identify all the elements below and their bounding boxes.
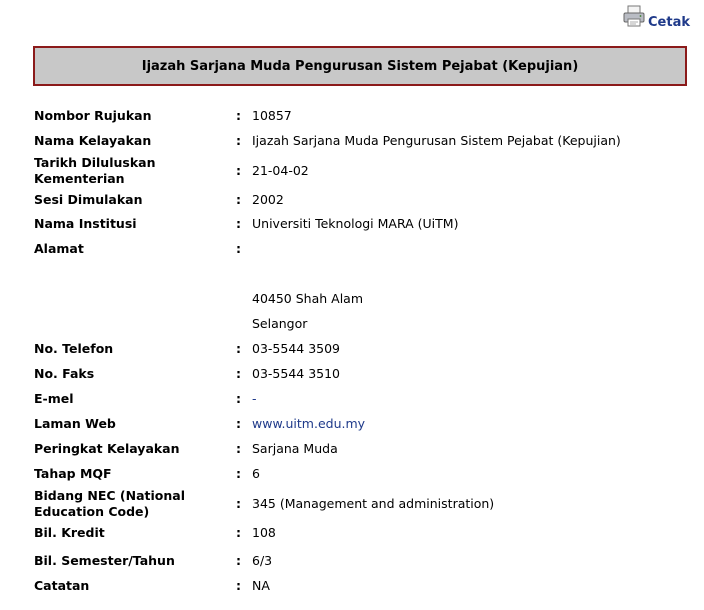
field-label: Peringkat Kelayakan: [34, 441, 180, 456]
field-value: 10857: [252, 108, 292, 123]
field-colon: :: [236, 163, 241, 178]
print-label[interactable]: Cetak: [648, 15, 690, 30]
field-colon: :: [236, 216, 241, 231]
field-colon: :: [236, 341, 241, 356]
field-label: Nama Kelayakan: [34, 133, 152, 148]
field-label: Nama Institusi: [34, 216, 137, 231]
field-value: 2002: [252, 192, 284, 207]
field-label: Catatan: [34, 578, 90, 593]
field-colon: :: [236, 578, 241, 593]
field-value: 03-5544 3510: [252, 366, 341, 381]
field-label: Alamat: [34, 241, 84, 256]
field-label-line1: Tarikh Diluluskan: [34, 155, 156, 170]
field-value: Sarjana Muda: [252, 441, 338, 456]
field-label-line1: Bidang NEC (National: [34, 488, 185, 503]
field-label: [34, 155, 224, 187]
website-link[interactable]: www.uitm.edu.my: [252, 416, 366, 431]
print-button[interactable]: [622, 4, 690, 28]
field-label: Laman Web: [34, 416, 116, 431]
field-value: NA: [252, 578, 270, 593]
field-value: 6/3: [252, 553, 273, 568]
field-colon: :: [236, 241, 241, 256]
field-value: 03-5544 3509: [252, 341, 341, 356]
field-value: 21-04-02: [252, 163, 309, 178]
address-line: Selangor: [252, 316, 308, 331]
field-colon: :: [236, 466, 241, 481]
printer-icon: [622, 4, 646, 28]
field-value: 6: [252, 466, 260, 481]
page-title: Ijazah Sarjana Muda Pengurusan Sistem Pejabat (Kepujian): [33, 46, 687, 86]
field-value: Universiti Teknologi MARA (UiTM): [252, 216, 459, 231]
field-label: [34, 488, 224, 520]
field-label-line2: Education Code): [34, 504, 150, 519]
field-label: No. Faks: [34, 366, 95, 381]
field-label-line2: Kementerian: [34, 171, 125, 186]
field-colon: :: [236, 133, 241, 148]
field-label: Bil. Kredit: [34, 525, 105, 540]
email-link[interactable]: -: [252, 391, 257, 406]
field-label: E-mel: [34, 391, 74, 406]
field-colon: :: [236, 525, 241, 540]
field-value: 108: [252, 525, 276, 540]
address-line: 40450 Shah Alam: [252, 291, 364, 306]
field-colon: :: [236, 416, 241, 431]
field-colon: :: [236, 391, 241, 406]
field-value: Ijazah Sarjana Muda Pengurusan Sistem Pejabat (Kepujian): [252, 133, 621, 148]
field-colon: :: [236, 108, 241, 123]
field-label: No. Telefon: [34, 341, 114, 356]
field-colon: :: [236, 366, 241, 381]
field-value: 345 (Management and administration): [252, 496, 495, 511]
field-colon: :: [236, 496, 241, 511]
field-colon: :: [236, 441, 241, 456]
field-label: Nombor Rujukan: [34, 108, 152, 123]
field-colon: :: [236, 553, 241, 568]
field-label: Bil. Semester/Tahun: [34, 553, 175, 568]
field-label: Tahap MQF: [34, 466, 112, 481]
field-colon: :: [236, 192, 241, 207]
field-label: Sesi Dimulakan: [34, 192, 143, 207]
